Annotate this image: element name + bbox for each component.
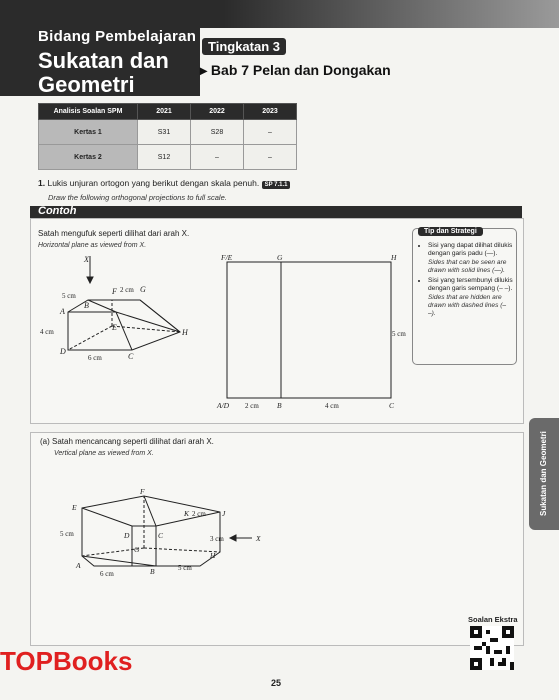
- label-j: J: [222, 509, 226, 518]
- contoh-bar: [30, 206, 522, 218]
- tip-item: [428, 242, 514, 275]
- topic-title: [38, 28, 196, 97]
- question-text: Lukis unjuran ortogon yang berikut dengan skala penuh.: [47, 178, 260, 188]
- plan-dim-5cm: 5 cm: [392, 330, 406, 338]
- question-a-solid-diagram: [60, 486, 270, 578]
- edge-fc: [144, 496, 156, 526]
- sp-badge: SP 7.1.1: [262, 181, 291, 189]
- dim-2cm: 2 cm: [192, 510, 206, 518]
- topic-line1: Sukatan dan: [38, 48, 169, 73]
- label-a: A: [76, 561, 81, 570]
- table-cell: S12: [138, 145, 191, 170]
- label-x: X: [84, 255, 89, 264]
- tip-text-en: Sides that are hidden are drawn with dashed lines (– –).: [428, 293, 507, 318]
- plan-dim-2cm: 2 cm: [245, 402, 259, 410]
- soalan-ekstra-label: Soalan Ekstra: [468, 615, 518, 624]
- label-f: F: [112, 287, 117, 296]
- table-cell: –: [244, 145, 297, 170]
- table-cell: –: [244, 120, 297, 145]
- plan-label-ad: A/D: [217, 401, 230, 410]
- contoh-text-ms: Satah mengufuk seperti dilihat dari arah X.: [38, 229, 190, 238]
- plan-label-b: B: [277, 401, 282, 410]
- row-label: Kertas 1: [39, 120, 138, 145]
- logo-books: Books: [52, 646, 133, 676]
- view-arrow-head: [230, 535, 236, 541]
- question-text-en: Draw the following orthogonal projections to full scale.: [48, 193, 227, 202]
- topic-small: Bidang Pembelajaran: [38, 28, 197, 45]
- dim-3cm: 3 cm: [210, 535, 224, 543]
- plan-dim-4cm: 4 cm: [325, 402, 339, 410]
- table-cell: S28: [191, 120, 244, 145]
- hidden-edge-ed: [68, 326, 112, 350]
- table-header: 2023: [244, 104, 297, 120]
- edge-ed: [82, 508, 132, 526]
- tip-text-ms: Sisi yang dapat dilihat dilukis dengan garis padu (—).: [428, 242, 513, 258]
- question-a-text-en: Vertical plane as viewed from X.: [54, 450, 154, 457]
- contoh-plan-diagram: [215, 252, 410, 412]
- label-c: C: [158, 531, 164, 540]
- label-f: F: [140, 487, 145, 496]
- row-label: Kertas 2: [39, 145, 138, 170]
- label-d: D: [60, 347, 66, 356]
- label-h: H: [210, 551, 216, 560]
- contoh-text: [38, 228, 189, 251]
- topic-line2: Geometri: [38, 72, 135, 97]
- table-header: Analisis Soalan SPM: [39, 104, 138, 120]
- chapter-title: ▸ Bab 7 Pelan dan Dongakan: [200, 62, 391, 78]
- plan-label-fe: F/E: [221, 253, 233, 262]
- dim-5cm-left: 5 cm: [60, 530, 74, 538]
- dim-6cm: 6 cm: [88, 354, 102, 362]
- tingkatan-badge: Tingkatan 3: [202, 38, 286, 55]
- tip-list: [420, 242, 514, 321]
- dim-5cm-bottom: 5 cm: [178, 564, 192, 572]
- label-e: E: [112, 323, 117, 332]
- label-c: C: [128, 352, 134, 361]
- table-row: [39, 120, 297, 145]
- chapter-title-text: Bab 7 Pelan dan Dongakan: [210, 62, 391, 78]
- question-a: [40, 436, 214, 459]
- table-cell: S31: [138, 120, 191, 145]
- page-number: 25: [271, 678, 282, 688]
- edge-bcx: [116, 312, 132, 350]
- side-tab-label: Sukatan dan Geometri: [539, 431, 548, 517]
- question-a-text-ms: Satah mencancang seperti dilihat dari arah X.: [52, 437, 214, 446]
- label-g: G: [140, 285, 146, 294]
- topbooks-logo: [0, 646, 132, 677]
- label-b: B: [84, 301, 89, 310]
- plan-label-h: H: [391, 253, 397, 262]
- contoh-solid-diagram: [40, 252, 200, 362]
- spm-analysis-table: [38, 103, 297, 170]
- dim-6cm: 6 cm: [100, 570, 114, 578]
- table-header-row: [39, 104, 297, 120]
- view-arrow-head: [87, 277, 93, 283]
- tip-item: [428, 277, 514, 318]
- dim-5cm: 5 cm: [62, 292, 76, 300]
- plan-outline: [227, 262, 391, 398]
- plan-label-c: C: [389, 401, 395, 410]
- table-header: 2022: [191, 104, 244, 120]
- label-b: B: [150, 567, 155, 576]
- tip-text-ms: Sisi yang tersembunyi dilukis dengan garis sempang (– –).: [428, 277, 513, 293]
- dim-4cm: 4 cm: [40, 328, 54, 336]
- table-cell: –: [191, 145, 244, 170]
- label-g: G: [134, 545, 140, 554]
- dim-2cm: 2 cm: [120, 286, 134, 294]
- logo-top: TOP: [0, 646, 53, 676]
- label-x: X: [256, 534, 261, 543]
- qr-code-icon[interactable]: [470, 626, 514, 670]
- edge-gh: [140, 300, 180, 332]
- solid-outline: [82, 496, 220, 566]
- question-a-label: (a): [40, 437, 50, 446]
- contoh-text-en: Horizontal plane as viewed from X.: [38, 242, 147, 249]
- question-1: [38, 177, 290, 204]
- table-row: [39, 145, 297, 170]
- label-h: H: [182, 328, 188, 337]
- label-d: D: [124, 531, 130, 540]
- tip-text-en: Sides that can be seen are drawn with solid lines (—).: [428, 258, 507, 274]
- plan-label-g: G: [277, 253, 283, 262]
- tip-title: Tip dan Strategi: [418, 227, 483, 236]
- contoh-label: Contoh: [38, 205, 77, 217]
- label-e: E: [72, 503, 77, 512]
- question-number: 1.: [38, 178, 46, 188]
- hidden-edge-gh: [144, 548, 220, 552]
- label-a: A: [60, 307, 65, 316]
- label-k: K: [184, 509, 190, 518]
- table-header: 2021: [138, 104, 191, 120]
